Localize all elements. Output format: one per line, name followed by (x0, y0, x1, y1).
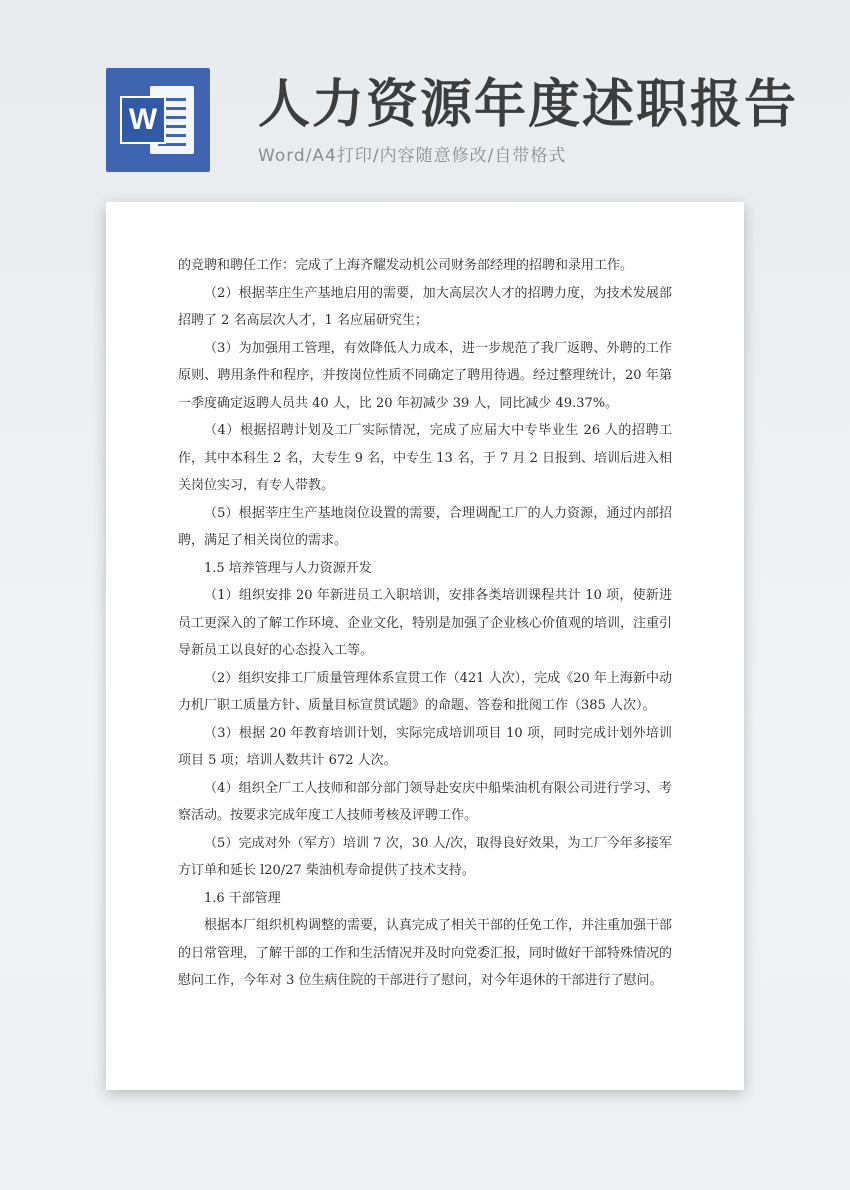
paragraph: （5）根据莘庄生产基地岗位设置的需要，合理调配工厂的人力资源，通过内部招聘，满足了相关岗位的需求。 (178, 505, 672, 548)
paragraph: （3）根据 20 年教育培训计划，实际完成培训项目 10 项，同时完成计划外培训项目 5 项；培训人数共计 672 人次。 (178, 725, 672, 768)
paragraph: （3）为加强用工管理，有效降低人力成本，进一步规范了我厂返聘、外聘的工作原则、聘用条件和程序，并按岗位性质不同确定了聘用待遇。经过整理统计，20 年第一季度确定返聘人员共 40 人，比 20 年初减少 39 人，同比减少 49.37%。 (178, 340, 672, 411)
paragraph: 根据本厂组织机构调整的需要，认真完成了相关干部的任免工作，并注重加强干部的日常管理，了解干部的工作和生活情况并及时向党委汇报，同时做好干部特殊情况的慰问工作，今年对 3 位生病住院的干部进行了慰问，对今年退休的干部进行了慰问。 (178, 918, 673, 988)
paragraph: （1）组织安排 20 年新进员工入职培训，安排各类培训课程共计 10 项，使新进员工更深入的了解工作环境、企业文化，特别是加强了企业核心价值观的培训，注重引导新员工以良好的心态投入工等。 (178, 588, 673, 658)
section-heading: 1.6 干部管理 (204, 890, 281, 906)
word-w-letter: W (120, 96, 166, 144)
paragraph: （2）组织安排工厂质量管理体系宣贯工作（421 人次），完成《20 年上海新中动力机厂职工质量方针、质量目标宣贯试题》的命题、答卷和批阅工作（385 人次）。 (178, 670, 672, 713)
paragraph: （5）完成对外（军方）培训 7 次，30 人/次，取得良好效果，为工厂今年多接军方订单和延长 l20/27 柴油机寿命提供了技术支持。 (178, 835, 672, 878)
paragraph: （4）根据招聘计划及工厂实际情况，完成了应届大中专毕业生 26 人的招聘工作，其中本科生 2 名，大专生 9 名，中专生 13 名，于 7 月 2 日报到、培训后进入相关岗位实习，有专人带教。 (178, 423, 672, 493)
paragraph: （2）根据莘庄生产基地启用的需要，加大高层次人才的招聘力度，为技术发展部招聘了 2 名高层次人才，1 名应届研究生； (178, 285, 672, 328)
paragraph: 的竞聘和聘任工作：完成了上海齐耀发动机公司财务部经理的招聘和录用工作。 (178, 258, 634, 273)
word-logo-icon (106, 68, 210, 172)
document-body (178, 252, 672, 995)
paragraph: （4）组织全厂工人技师和部分部门领导赴安庆中船柴油机有限公司进行学习、考察活动。按要求完成年度工人技师考核及评聘工作。 (178, 780, 672, 823)
page-title: 人力资源年度述职报告 (258, 75, 799, 135)
section-heading: 1.5 培养管理与人力资源开发 (204, 560, 372, 576)
document-page (106, 202, 744, 1090)
page-subtitle: Word/A4打印/内容随意修改/自带格式 (258, 146, 567, 166)
